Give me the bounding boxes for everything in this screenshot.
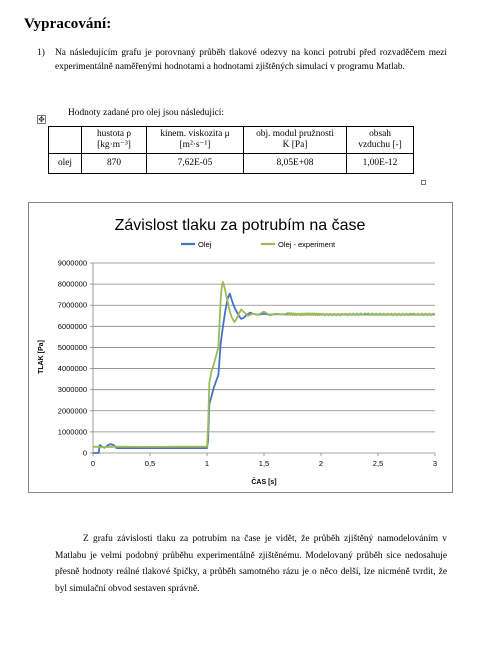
chart-legend	[181, 240, 336, 249]
table-cell-viscosity: 7,62E-05	[147, 154, 244, 174]
legend-label: Olej	[198, 240, 212, 249]
header-line: obsah	[369, 129, 391, 139]
x-tick-label: 1,5	[258, 459, 270, 468]
chart-series	[93, 282, 435, 453]
header-unit: vzduchu [-]	[358, 140, 402, 150]
series-line-olej-experiment	[93, 282, 435, 447]
x-tick-label: 0,5	[144, 459, 156, 468]
header-line: obj. modul pružnosti	[256, 129, 334, 139]
table-cell-density: 870	[82, 154, 147, 174]
header-unit: [m²·s⁻¹]	[179, 140, 211, 150]
table-move-handle-icon[interactable]: ✥	[38, 115, 45, 124]
table-resize-handle[interactable]	[421, 180, 426, 185]
chart-axes	[90, 263, 435, 456]
y-tick-label: 4000000	[57, 364, 87, 374]
legend-label: Olej - experiment	[278, 240, 336, 249]
y-tick-label: 6000000	[57, 321, 87, 331]
header-line: hustota ρ	[96, 129, 132, 139]
header-unit: [kg·m⁻³]	[97, 140, 131, 150]
x-tick-label: 2	[318, 459, 324, 468]
y-tick-label: 7000000	[57, 300, 87, 310]
y-axis-label: TLAK [Pa]	[38, 340, 45, 374]
table-header-air-content	[347, 127, 414, 154]
y-tick-label: 1000000	[57, 427, 87, 437]
series-line-olej	[93, 294, 435, 453]
intro-paragraph: Na následujícím grafu je porovnaný průběh tlakové odezvy na konci potrubí před rozvaděčem mezi experimentálně naměřenými hodnotami a hodnotami zjištěných simulací v programu Matlab.	[55, 48, 447, 72]
chart-title: Závislost tlaku za potrubím na čase	[114, 217, 366, 234]
y-tick-label: 5000000	[57, 342, 87, 352]
x-tick-label: 1	[204, 459, 210, 468]
header-line: kinem. viskozita μ	[160, 129, 230, 139]
oil-parameters-table	[48, 126, 414, 174]
table-header-viscosity	[147, 127, 244, 154]
chart-canvas	[29, 203, 452, 492]
y-tick-label: 2000000	[57, 406, 87, 416]
y-tick-label: 8000000	[57, 279, 87, 289]
x-axis-label: ČAS [s]	[251, 479, 277, 486]
chart-ticks	[58, 259, 437, 469]
table-header-bulk-modulus	[244, 127, 347, 154]
section-heading: Vypracování:	[24, 16, 112, 32]
list-item-number: 1)	[37, 48, 45, 58]
x-tick-label: 3	[432, 459, 438, 468]
oil-params-intro: Hodnoty zadané pro olej jsou následující:	[68, 108, 224, 118]
table-header-density	[82, 127, 147, 154]
conclusion-paragraph: Z grafu závislosti tlaku za potrubím na čase je vidět, že průběh zjištěný namodelováním v Matlabu je velmi podobný průběhu experimentálně zjištěnému. Modelovaný průběh sice nedosahuje přesně hodnoty reálné tlakové špičky, a průběh samotného rázu je o něco delší, lze nicméně tvrdit, že byl simulační obvod sestaven správně.	[55, 534, 447, 594]
chart-grid	[93, 263, 435, 432]
table-corner-cell	[49, 127, 82, 154]
pressure-chart[interactable]	[28, 202, 453, 493]
table-cell-bulk-modulus: 8,05E+08	[244, 154, 347, 174]
y-tick-label: 0	[82, 448, 87, 458]
header-unit: K [Pa]	[282, 140, 308, 150]
table-row-label: olej	[49, 154, 82, 174]
table-cell-air-content: 1,00E-12	[347, 154, 414, 174]
y-tick-label: 3000000	[57, 385, 87, 395]
x-tick-label: 2,5	[372, 459, 384, 468]
y-tick-label: 9000000	[57, 258, 87, 268]
x-tick-label: 0	[90, 459, 96, 468]
